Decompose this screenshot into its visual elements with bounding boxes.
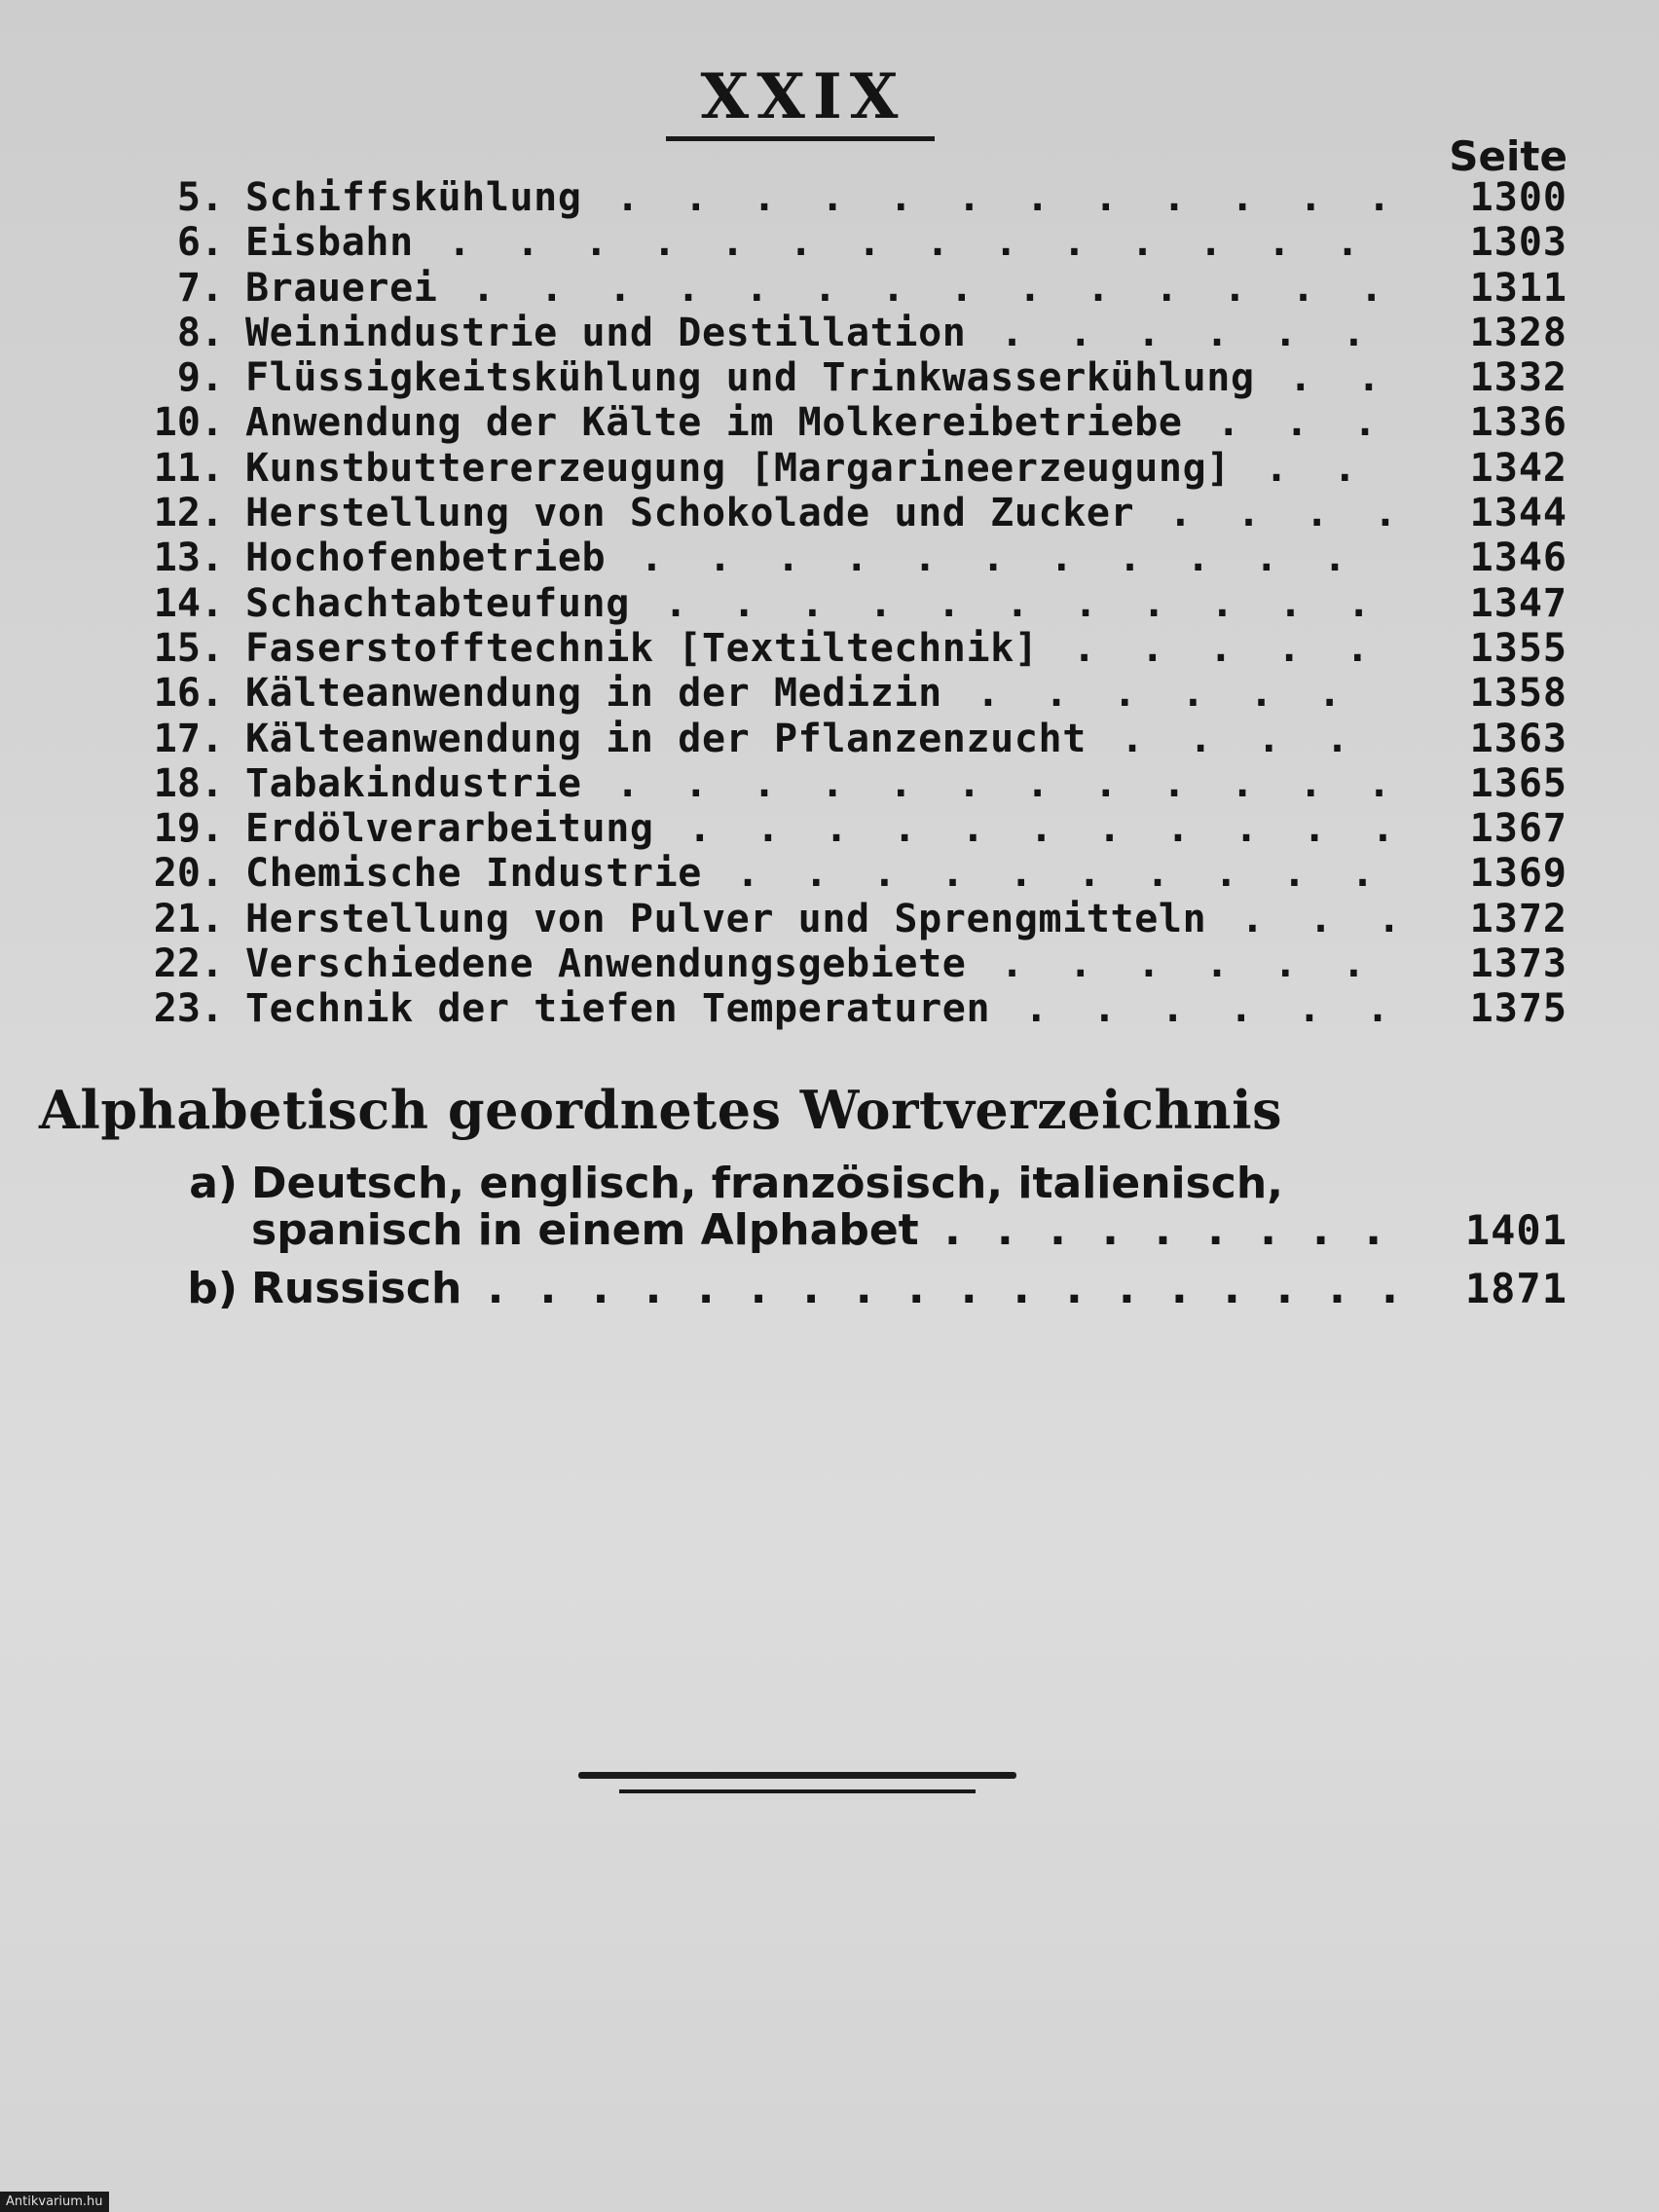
watermark: Antikvarium.hu bbox=[0, 2192, 109, 2212]
entry-page: 1375 bbox=[1469, 986, 1567, 1032]
entry-title: Weinindustrie und Destillation . . . bbox=[245, 311, 1394, 355]
toc-entry bbox=[136, 626, 1567, 671]
entry-title: Verschiedene Anwendungsgebiete . . . bbox=[245, 941, 1394, 986]
entry-page: 1303 bbox=[1469, 220, 1567, 266]
ornament-rule-thick bbox=[578, 1772, 1016, 1779]
toc-entry bbox=[136, 175, 1567, 220]
toc-entry bbox=[136, 806, 1567, 851]
entry-number: 23. bbox=[153, 986, 224, 1032]
entry-page: 1346 bbox=[1469, 535, 1567, 581]
title-underline bbox=[666, 136, 935, 141]
index-page: 1871 bbox=[1464, 1265, 1567, 1312]
toc-entry bbox=[136, 851, 1567, 896]
entry-number: 22. bbox=[153, 941, 224, 987]
entry-number: 12. bbox=[153, 491, 224, 536]
entry-page: 1342 bbox=[1469, 445, 1567, 491]
index-line: spanisch in einem Alphabet . . . bbox=[251, 1207, 1400, 1254]
entry-page: 1373 bbox=[1469, 941, 1567, 987]
table-of-contents bbox=[136, 175, 1567, 1032]
entry-number: 13. bbox=[153, 535, 224, 581]
end-ornament bbox=[578, 1770, 1016, 1799]
entry-page: 1355 bbox=[1469, 625, 1567, 671]
page-number: XXIX bbox=[700, 60, 906, 133]
index-line: Deutsch, englisch, französisch, italienisch, bbox=[251, 1159, 1283, 1208]
entry-title: Herstellung von Pulver und Sprengmitteln . . . bbox=[245, 897, 1394, 941]
toc-entry bbox=[136, 220, 1567, 265]
entry-number: 9. bbox=[176, 355, 224, 401]
toc-entry bbox=[136, 581, 1567, 626]
entry-title: Herstellung von Schokolade und Zucker . . . bbox=[245, 491, 1394, 535]
entry-title: Brauerei . . . bbox=[245, 266, 1394, 311]
entry-number: 7. bbox=[176, 265, 224, 311]
entry-number: 5. bbox=[176, 175, 224, 220]
entry-number: 8. bbox=[176, 310, 224, 355]
index-letter: b) bbox=[187, 1264, 238, 1313]
entry-page: 1336 bbox=[1469, 400, 1567, 446]
toc-entry bbox=[136, 986, 1567, 1031]
entry-title: Schiffskühlung . . . bbox=[245, 175, 1394, 220]
entry-title: Anwendung der Kälte im Molkereibetriebe . . . bbox=[245, 400, 1394, 445]
toc-entry bbox=[136, 761, 1567, 806]
section-heading: Alphabetisch geordnetes Wortverzeichnis bbox=[39, 1079, 1282, 1141]
entry-title: Technik der tiefen Temperaturen . . . bbox=[245, 986, 1394, 1031]
seite-column-header: Seite bbox=[1449, 132, 1567, 180]
entry-title: Hochofenbetrieb . . . bbox=[245, 535, 1394, 580]
entry-page: 1372 bbox=[1469, 896, 1567, 941]
entry-page: 1363 bbox=[1469, 716, 1567, 761]
entry-page: 1367 bbox=[1469, 806, 1567, 852]
entry-number: 10. bbox=[153, 400, 224, 446]
entry-title: Faserstofftechnik [Textiltechnik] . . . bbox=[245, 626, 1394, 671]
toc-entry bbox=[136, 941, 1567, 986]
entry-number: 21. bbox=[153, 896, 224, 941]
entry-number: 11. bbox=[153, 445, 224, 491]
entry-title: Kälteanwendung in der Pflanzenzucht . . . bbox=[245, 717, 1394, 761]
toc-entry bbox=[136, 717, 1567, 761]
entry-page: 1332 bbox=[1469, 355, 1567, 401]
index-line: Russisch . . . bbox=[251, 1266, 1400, 1312]
entry-number: 17. bbox=[153, 716, 224, 761]
entry-title: Eisbahn . . . bbox=[245, 220, 1394, 265]
entry-title: Chemische Industrie . . . bbox=[245, 851, 1394, 896]
toc-entry bbox=[136, 446, 1567, 491]
ornament-rule-thin bbox=[619, 1789, 976, 1793]
entry-page: 1347 bbox=[1469, 580, 1567, 626]
entry-page: 1344 bbox=[1469, 491, 1567, 536]
entry-page: 1311 bbox=[1469, 265, 1567, 311]
entry-number: 6. bbox=[176, 220, 224, 266]
toc-entry bbox=[136, 355, 1567, 400]
entry-title: Erdölverarbeitung . . . bbox=[245, 806, 1394, 851]
index-letter: a) bbox=[189, 1159, 238, 1208]
entry-title: Kälteanwendung in der Medizin . . . bbox=[245, 671, 1394, 716]
toc-entry bbox=[136, 311, 1567, 355]
index-page: 1401 bbox=[1464, 1206, 1567, 1254]
entry-title: Flüssigkeitskühlung und Trinkwasserkühlung . . . bbox=[245, 355, 1394, 400]
entry-page: 1369 bbox=[1469, 851, 1567, 897]
index-entry-b bbox=[136, 1266, 1567, 1314]
toc-entry bbox=[136, 491, 1567, 535]
toc-entry bbox=[136, 266, 1567, 311]
entry-number: 18. bbox=[153, 760, 224, 806]
entry-number: 16. bbox=[153, 671, 224, 717]
toc-entry bbox=[136, 671, 1567, 716]
index-text bbox=[251, 1266, 1419, 1312]
entry-number: 14. bbox=[153, 580, 224, 626]
toc-entry bbox=[136, 897, 1567, 941]
entry-page: 1328 bbox=[1469, 310, 1567, 355]
entry-page: 1358 bbox=[1469, 671, 1567, 717]
entry-title: Kunstbuttererzeugung [Margarineerzeugung] . . . bbox=[245, 446, 1394, 491]
entry-number: 15. bbox=[153, 625, 224, 671]
toc-entry bbox=[136, 535, 1567, 580]
entry-number: 19. bbox=[153, 806, 224, 852]
entry-number: 20. bbox=[153, 851, 224, 897]
entry-page: 1365 bbox=[1469, 760, 1567, 806]
entry-title: Schachtabteufung . . . bbox=[245, 581, 1394, 626]
entry-title: Tabakindustrie . . . bbox=[245, 761, 1394, 806]
index-entry-a bbox=[136, 1161, 1567, 1258]
index-text bbox=[251, 1161, 1419, 1254]
toc-entry bbox=[136, 400, 1567, 445]
entry-page: 1300 bbox=[1469, 175, 1567, 220]
